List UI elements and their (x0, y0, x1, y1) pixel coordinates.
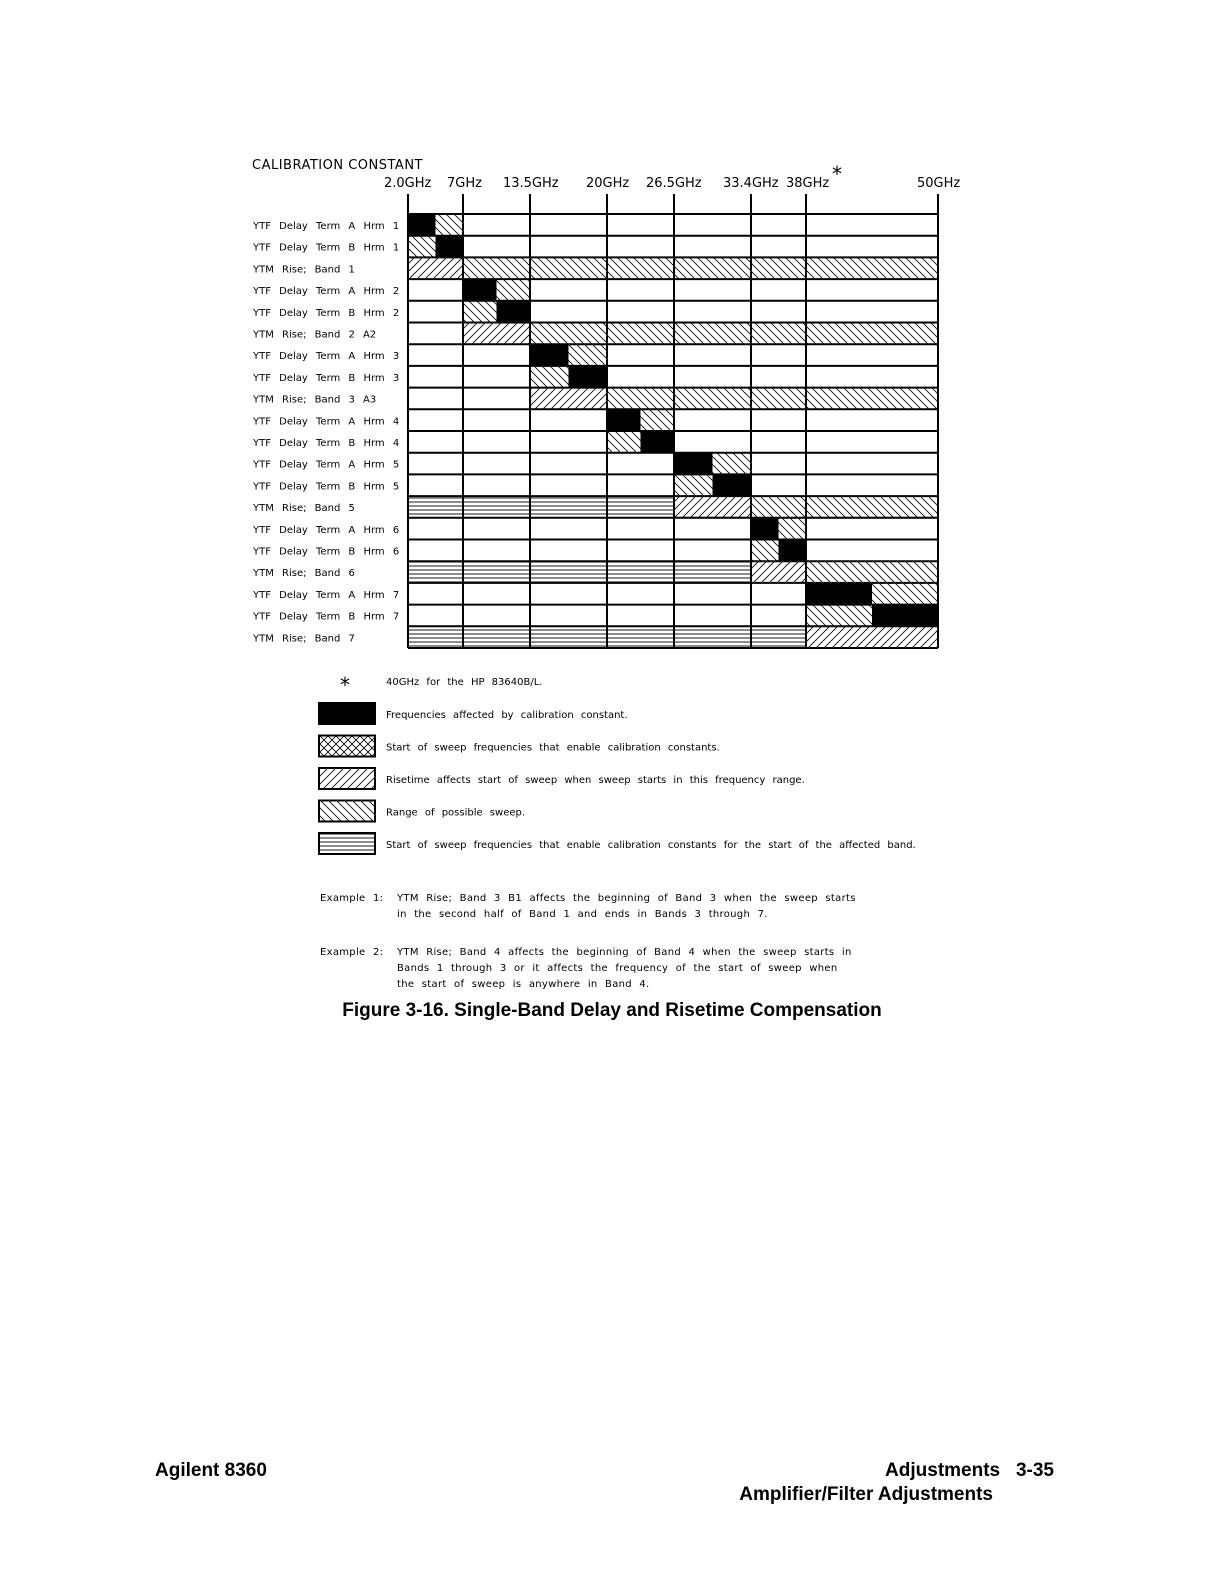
cell-fill (751, 626, 806, 648)
cell-fill (530, 366, 569, 388)
example-1-line-2: in the second half of Band 1 and ends in Bands 3 through 7. (397, 909, 768, 920)
row-labels (252, 221, 399, 644)
cell-fill (463, 279, 497, 301)
cell-fill (530, 388, 607, 410)
cell-fill (463, 257, 530, 279)
cell-fill (806, 605, 872, 627)
cell-fill (463, 496, 530, 518)
legend-text: Frequencies affected by calibration constant. (386, 710, 628, 721)
frequency-label: 50GHz (917, 176, 961, 191)
example-1-line-1: YTM Rise; Band 3 B1 affects the beginning of Band 3 when the sweep starts (397, 893, 856, 904)
row-label: YTF Delay Term A Hrm 4 (253, 416, 400, 428)
row-label: YTF Delay Term A Hrm 1 (253, 221, 400, 232)
row-label: YTF Delay Term A Hrm 3 (253, 351, 400, 363)
cell-fill (751, 518, 779, 540)
cell-fill (674, 453, 713, 475)
row-label: YTF Delay Term B Hrm 5 (253, 481, 400, 493)
cell-fill (607, 431, 641, 453)
legend-text: Risetime affects start of sweep when sweep starts in this frequency range. (386, 775, 805, 786)
row-label: YTF Delay Term B Hrm 4 (253, 438, 400, 449)
row-label: YTF Delay Term B Hrm 7 (253, 611, 400, 623)
row-label: YTM Rise; Band 5 (253, 503, 355, 515)
example-2-line-2: Bands 1 through 3 or it affects the frequency of the start of sweep when (397, 963, 838, 974)
example-2-label: Example 2: (320, 947, 384, 958)
cell-fill (713, 474, 752, 496)
cell-fill (674, 626, 751, 648)
cell-fill (408, 561, 463, 583)
legend (319, 703, 916, 854)
diagram-title: CALIBRATION CONSTANT (252, 158, 423, 173)
cell-fill (463, 561, 530, 583)
row-label: YTF Delay Term B Hrm 6 (253, 546, 400, 558)
frequency-label: 7GHz (447, 176, 482, 191)
legend-swatch-crosshatch (319, 736, 375, 757)
legend-asterisk: * (340, 673, 350, 697)
cell-fill (607, 626, 674, 648)
cell-fill (674, 474, 713, 496)
row-label: YTF Delay Term B Hrm 1 (253, 242, 400, 254)
cell-fill (408, 626, 463, 648)
cell-fill (806, 323, 938, 345)
legend-swatch-back-hatch (319, 801, 375, 822)
example-1-label: Example 1: (320, 893, 384, 904)
cell-fill (463, 301, 497, 323)
cell-fill (641, 409, 675, 431)
legend-text: Start of sweep frequencies that enable calibration constants for the start of the affected band. (386, 840, 916, 851)
cell-fill (408, 214, 436, 236)
footer-product: Agilent 8360 (155, 1460, 267, 1481)
cell-fill (530, 496, 607, 518)
cell-fill (436, 214, 464, 236)
cell-fill (607, 323, 674, 345)
cell-fill (607, 257, 674, 279)
cell-fill (713, 453, 752, 475)
cell-fill (569, 366, 608, 388)
cell-fill (607, 561, 674, 583)
cell-fill (872, 583, 938, 605)
footer-section (885, 1460, 1054, 1482)
row-label: YTM Rise; Band 7 (253, 633, 355, 645)
cell-fill (607, 409, 641, 431)
cell-fill (408, 496, 463, 518)
cell-fill (408, 236, 436, 258)
cell-fill (530, 626, 607, 648)
row-label: YTM Rise; Band 6 (253, 568, 355, 580)
cell-fill (806, 626, 938, 648)
frequency-label: 13.5GHz (503, 176, 559, 191)
example-2-line-3: the start of sweep is anywhere in Band 4. (397, 979, 650, 990)
row-label: YTF Delay Term B Hrm 2 (253, 307, 400, 319)
cell-fill (530, 257, 607, 279)
cell-fill (751, 257, 806, 279)
cell-fill (463, 626, 530, 648)
row-label: YTF Delay Term A Hrm 5 (253, 459, 400, 471)
cell-fill (806, 257, 938, 279)
row-label: YTF Delay Term A Hrm 2 (253, 286, 400, 298)
row-label: YTM Rise; Band 2 A2 (253, 329, 377, 341)
row-label: YTM Rise; Band 3 A3 (253, 394, 377, 406)
cell-fill (569, 344, 608, 366)
cell-fill (872, 605, 938, 627)
row-label: YTF Delay Term A Hrm 7 (253, 589, 400, 601)
cell-fill (674, 388, 751, 410)
legend-text: Start of sweep frequencies that enable calibration constants. (386, 742, 720, 754)
frequency-label: 26.5GHz (646, 176, 702, 191)
frequency-label: 38GHz (786, 176, 830, 191)
asterisk-mark: * (832, 162, 842, 186)
frequency-label: 20GHz (586, 176, 630, 191)
cell-fill (751, 388, 806, 410)
cell-fill (463, 323, 530, 345)
cell-fill (408, 257, 463, 279)
cell-fill (779, 540, 807, 562)
cell-fill (674, 496, 751, 518)
footer-page-number: 3-35 (1015, 1460, 1054, 1481)
cell-fill (607, 496, 674, 518)
cell-fill (674, 323, 751, 345)
cell-fill (806, 496, 938, 518)
cell-fill (436, 236, 464, 258)
frequency-label: 2.0GHz (384, 176, 432, 191)
cell-fill (530, 323, 607, 345)
cell-fill (674, 561, 751, 583)
cell-fill (751, 496, 806, 518)
cell-fill (806, 583, 872, 605)
cell-fill (641, 431, 675, 453)
cell-fill (779, 518, 807, 540)
cell-fill (806, 388, 938, 410)
figure-caption: Figure 3-16. Single-Band Delay and Risetime Compensation (342, 1000, 882, 1021)
cell-fill (674, 257, 751, 279)
cell-fill (497, 301, 531, 323)
cell-fill (751, 561, 806, 583)
cell-fill (751, 323, 806, 345)
row-label: YTM Rise; Band 1 (253, 264, 355, 276)
frequency-label: 33.4GHz (723, 176, 779, 191)
row-label: YTF Delay Term A Hrm 6 (253, 524, 400, 536)
footer-subsection: Amplifier/Filter Adjustments (739, 1484, 993, 1505)
cell-fill (751, 540, 779, 562)
legend-swatch-solid (319, 703, 375, 724)
frequency-labels (384, 176, 960, 191)
legend-swatch-forward-hatch (319, 768, 375, 789)
cell-fill (530, 561, 607, 583)
example-2-line-1: YTM Rise; Band 4 affects the beginning of Band 4 when the sweep starts in (397, 947, 852, 958)
row-label: YTF Delay Term B Hrm 3 (253, 372, 400, 384)
cell-fill (806, 561, 938, 583)
cell-fill (530, 344, 569, 366)
legend-asterisk-note: 40GHz for the HP 83640B/L. (386, 677, 543, 688)
legend-swatch-horizontal-lines (319, 833, 375, 854)
cell-fill (497, 279, 531, 301)
footer-section-title: Adjustments (885, 1460, 1001, 1481)
legend-text: Range of possible sweep. (386, 807, 526, 819)
cell-fill (607, 388, 674, 410)
